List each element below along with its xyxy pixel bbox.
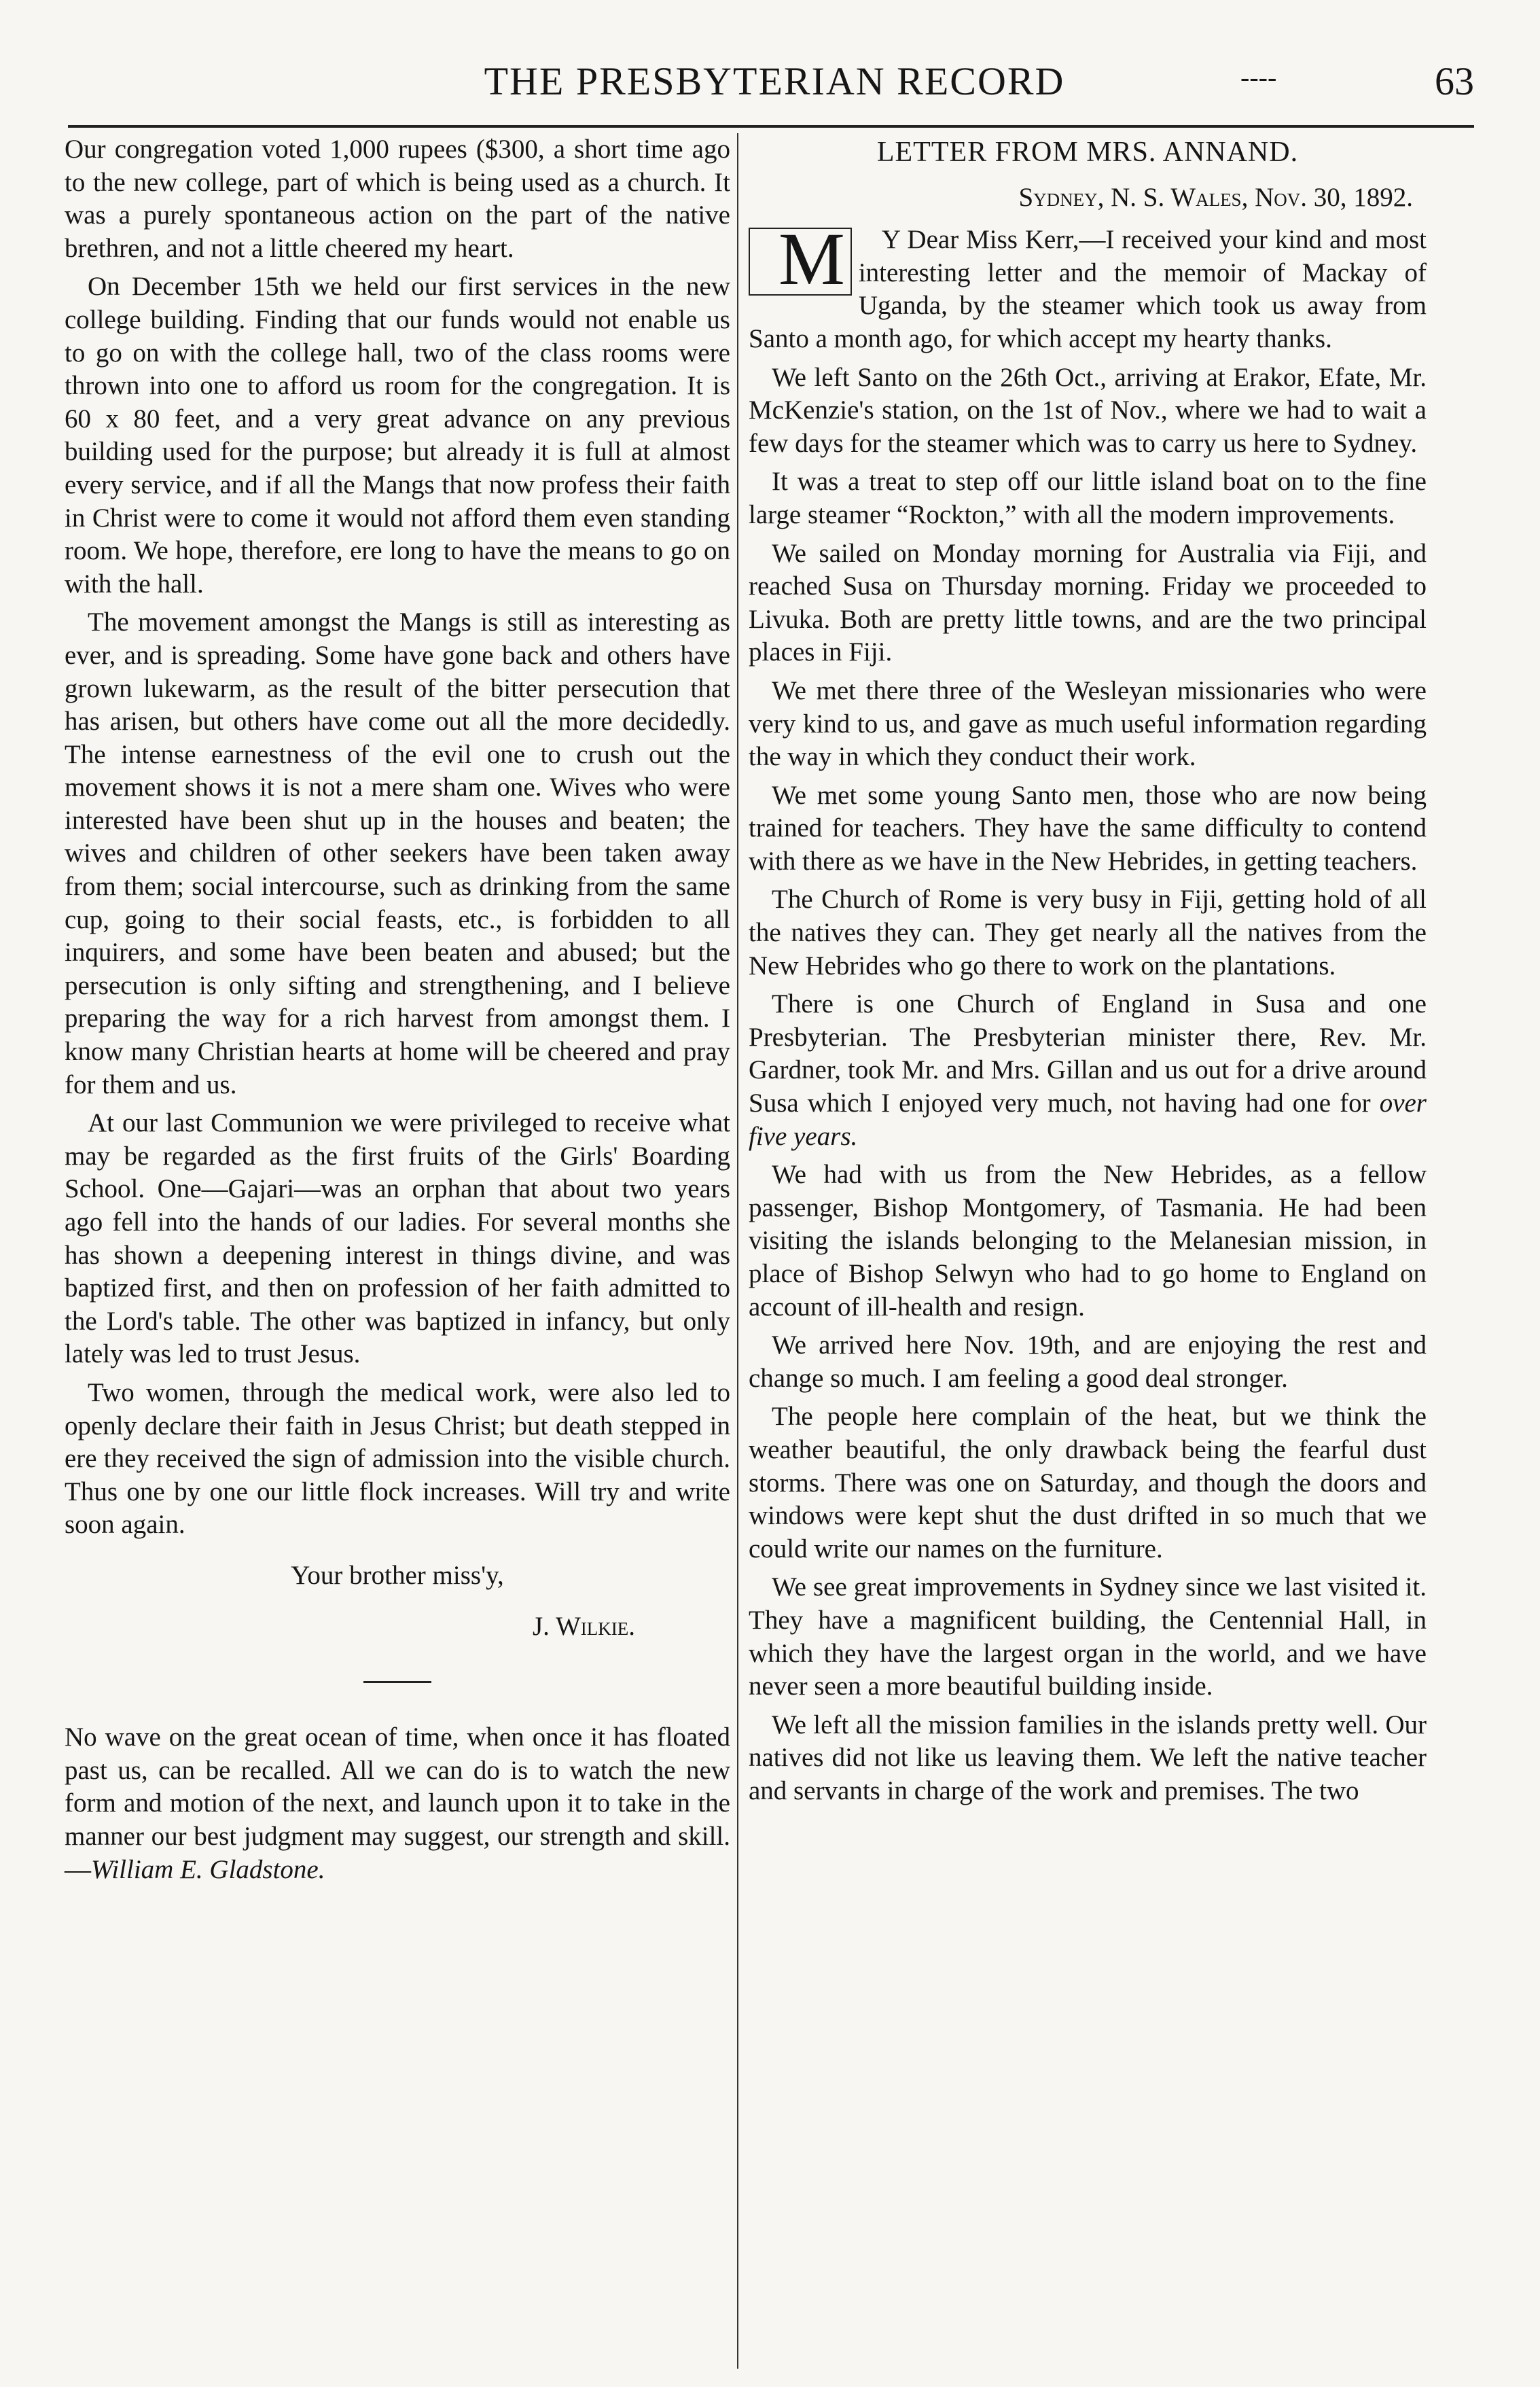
gladstone-quote (65, 1721, 730, 1886)
header-dash: ---- (1240, 62, 1277, 92)
section-divider (363, 1681, 431, 1683)
susa-italic: over five years. (749, 1089, 1427, 1151)
letter-signature: J. Wilkie. (533, 1611, 635, 1641)
header-rule (68, 125, 1474, 128)
right-paragraph-1: We left Santo on the 26th Oct., arriving at Erakor, Efate, Mr. McKenzie's station, on the 1st of Nov., where we had to wait a few days for the steamer which was to carry us here to Sydney. (749, 362, 1427, 458)
left-paragraph-2: On December 15th we held our first services in the new college building. Finding that our funds would not enable us to go on with the college hall, two of the class rooms were thrown into one to afford us room for the congregation. It is 60 x 80 feet, and a very great advance on any previous building used for the purpose; but already it is full at almost every service, and if all the Mangs that now profess their faith in Christ were to come it would not afford them even standing room. We hope, therefore, ere long to have the means to go on with the hall. (65, 272, 730, 599)
right-column (749, 133, 1427, 1814)
article-dateline: Sydney, N. S. Wales, Nov. 30, 1892. (1018, 182, 1413, 212)
right-paragraph-6: The Church of Rome is very busy in Fiji, getting hold of all the natives they can. They get nearly all the natives from the New Hebrides who go there to work on the plantations. (749, 885, 1427, 980)
right-paragraph-5: We met some young Santo men, those who are now being trained for teachers. They have the same difficulty to contend with there as we have in the New Hebrides, in getting teachers. (749, 780, 1427, 876)
greeting-paragraph (749, 217, 1427, 355)
left-paragraph-5: Two women, through the medical work, were also led to openly declare their faith in Jesus Christ; but death stepped in ere they received the sign of admission into the visible church. Thus one by one our little flock increases. Will try and write soon again. (65, 1377, 730, 1540)
right-paragraph-8: We had with us from the New Hebrides, as a fellow passenger, Bishop Montgomery, of Tasmania. He had been visiting the islands belonging to the Melanesian mission, in place of Bishop Selwyn who had to go home to England on account of ill-health and resign. (749, 1160, 1427, 1322)
publication-title: THE PRESBYTERIAN RECORD (484, 59, 1065, 103)
page-number: 63 (1435, 59, 1474, 103)
right-paragraph-4: We met there three of the Wesleyan missionaries who were very kind to us, and gave as much useful information regarding the way in which they conduct their work. (749, 675, 1427, 772)
page-header (68, 52, 1481, 106)
right-paragraph-susa (749, 988, 1427, 1153)
drop-cap: M (749, 228, 852, 296)
left-paragraph-3: The movement amongst the Mangs is still as interesting as ever, and is spreading. Some have gone back and others have grown lukewarm, as the result of the bitter persecution that has arisen, but others have come out all the more decidedly. The intense earnestness of the evil one to crush out the movement shows it is not a mere sham one. Wives who were interested have been shut up in the houses and beaten; the wives and children of other seekers have been taken away from them; social intercourse, such as drinking from the same cup, going to their social feasts, etc., is forbidden to all inquirers, and some have been beaten and abused; but the persecution is only sifting and strengthening, and I believe preparing the way for a rich harvest from amongst them. I know many Christian hearts at home will be cheered and pray for them and us. (65, 607, 730, 1099)
left-paragraph-4: At our last Communion we were privileged to receive what may be regarded as the first fruits of the Girls' Boarding School. One—Gajari—was an orphan that about two years ago fell into the hands of our ladies. For several months she has shown a deepening interest in things divine, and was baptized first, and then on profession of her faith admitted to the Lord's table. The other was baptized in infancy, but only lately was led to trust Jesus. (65, 1108, 730, 1369)
right-paragraph-11: We see great improvements in Sydney since we last visited it. They have a magnificent building, the Centennial Hall, in which they have the largest organ in the world, and we have never seen a more beautiful building inside. (749, 1572, 1427, 1701)
right-paragraph-2: It was a treat to step off our little island boat on to the fine large steamer “Rockton,” with all the modern improvements. (749, 467, 1427, 529)
right-paragraph-12: We left all the mission families in the islands pretty well. Our natives did not like us leaving them. We left the native teacher and servants in charge of the work and premises. The two (749, 1710, 1427, 1805)
quote-text: No wave on the great ocean of time, when once it has floated past us, can be recalled. All we can do is to watch the new form and motion of the next, and launch upon it to take in the manner our best judgment may suggest, our strength and skill.— (65, 1722, 730, 1884)
article-title: LETTER FROM MRS. ANNAND. (876, 137, 1299, 168)
greeting-text: Y Dear Miss Kerr,—I received your kind and most interesting letter and the memoir of Mackay of Uganda, by the steamer which took us away from Santo a month ago, for which accept my hearty thanks. (749, 225, 1427, 353)
right-paragraph-9: We arrived here Nov. 19th, and are enjoying the rest and change so much. I am feeling a good deal stronger. (749, 1330, 1427, 1393)
susa-text: There is one Church of England in Susa and one Presbyterian. The Presbyterian minister there, Rev. Mr. Gardner, took Mr. and Mrs. Gillan and us out for a drive around Susa which I enjoyed very much, not having had one for (749, 989, 1427, 1118)
right-paragraph-10: The people here complain of the heat, but we think the weather beautiful, the only drawback being the fearful dust storms. There was one on Saturday, and though the doors and windows were kept shut the dust drifted in so much that we could write our names on the furniture. (749, 1402, 1427, 1563)
right-paragraph-3: We sailed on Monday morning for Australia via Fiji, and reached Susa on Thursday morning. Friday we proceeded to Livuka. Both are pretty little towns, and are the two principal places in Fiji. (749, 538, 1427, 667)
left-paragraph-1: Our congregation voted 1,000 rupees ($300, a short time ago to the new college, part of which is being used as a church. It was a purely spontaneous action on the part of the native brethren, and not a little cheered my heart. (65, 135, 730, 263)
quote-author: William E. Gladstone. (91, 1854, 325, 1884)
left-column (65, 133, 730, 1892)
letter-closing: Your brother miss'y, (291, 1560, 504, 1590)
column-divider (737, 133, 738, 2369)
